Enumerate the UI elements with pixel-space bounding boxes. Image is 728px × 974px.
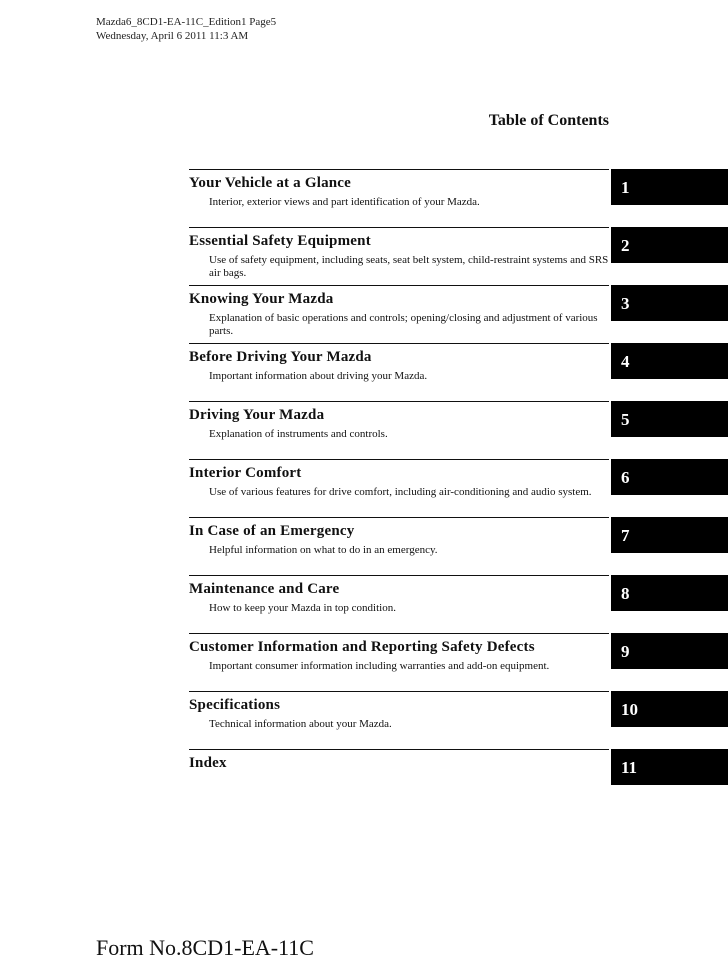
toc-entry-description: Important consumer information including warranties and add-on equipment. — [209, 660, 550, 672]
toc-entry-description: How to keep your Mazda in top condition. — [209, 602, 396, 614]
toc-entry-5[interactable] — [189, 401, 728, 459]
chapter-tab-2[interactable]: 2 — [611, 227, 728, 263]
toc-entry-9[interactable] — [189, 633, 728, 691]
divider — [189, 401, 609, 402]
divider — [189, 575, 609, 576]
toc-entry-description: Technical information about your Mazda. — [209, 718, 392, 730]
divider — [189, 691, 609, 692]
toc-entry-title: Essential Safety Equipment — [189, 233, 371, 249]
toc-entry-2[interactable] — [189, 227, 728, 285]
toc-entry-title: Specifications — [189, 697, 281, 713]
chapter-tab-4[interactable]: 4 — [611, 343, 728, 379]
toc-entry-description: Important information about driving your Mazda. — [209, 370, 428, 382]
toc-entry-title: Knowing Your Mazda — [189, 291, 334, 307]
chapter-tab-3[interactable]: 3 — [611, 285, 728, 321]
toc-entry-title: Customer Information and Reporting Safety Defects — [189, 639, 535, 655]
toc-entry-title: Before Driving Your Mazda — [189, 349, 372, 365]
chapter-tab-8[interactable]: 8 — [611, 575, 728, 611]
toc-entry-title: Maintenance and Care — [189, 581, 340, 597]
toc-entry-description: Use of safety equipment, including seats, seat belt system, child-restraint systems and SRS air bags. — [209, 254, 609, 279]
divider — [189, 749, 609, 750]
toc-entry-description: Interior, exterior views and part identification of your Mazda. — [209, 196, 480, 208]
file-name-line: Mazda6_8CD1-EA-11C_Edition1 Page5 — [96, 16, 277, 28]
toc-entry-title: In Case of an Emergency — [189, 523, 355, 539]
divider — [189, 343, 609, 344]
divider — [189, 633, 609, 634]
toc-entry-title: Interior Comfort — [189, 465, 302, 481]
form-number: Form No.8CD1-EA-11C — [96, 935, 314, 960]
divider — [189, 517, 609, 518]
chapter-tab-11[interactable]: 11 — [611, 749, 728, 785]
divider — [189, 169, 609, 170]
toc-entry-description: Use of various features for drive comfort, including air-conditioning and audio system. — [209, 486, 592, 498]
chapter-tab-10[interactable]: 10 — [611, 691, 728, 727]
chapter-tab-1[interactable]: 1 — [611, 169, 728, 205]
page-title: Table of Contents — [488, 112, 609, 129]
divider — [189, 227, 609, 228]
divider — [189, 285, 609, 286]
divider — [189, 459, 609, 460]
print-date-line: Wednesday, April 6 2011 11:3 AM — [96, 30, 249, 42]
toc-entry-description: Explanation of instruments and controls. — [209, 428, 388, 440]
toc-entry-title: Your Vehicle at a Glance — [189, 175, 352, 191]
table-of-contents — [189, 169, 728, 807]
toc-entry-6[interactable] — [189, 459, 728, 517]
toc-entry-title: Index — [189, 755, 227, 771]
toc-entry-10[interactable] — [189, 691, 728, 749]
toc-entry-11[interactable] — [189, 749, 728, 807]
toc-entry-description: Explanation of basic operations and controls; opening/closing and adjustment of various parts. — [209, 312, 598, 337]
chapter-tab-5[interactable]: 5 — [611, 401, 728, 437]
toc-entry-3[interactable] — [189, 285, 728, 343]
print-header — [96, 15, 276, 43]
toc-entry-8[interactable] — [189, 575, 728, 633]
toc-entry-7[interactable] — [189, 517, 728, 575]
chapter-tab-9[interactable]: 9 — [611, 633, 728, 669]
toc-entry-4[interactable] — [189, 343, 728, 401]
toc-entry-1[interactable] — [189, 169, 728, 227]
chapter-tab-7[interactable]: 7 — [611, 517, 728, 553]
toc-entry-description: Helpful information on what to do in an emergency. — [209, 544, 438, 556]
chapter-tab-6[interactable]: 6 — [611, 459, 728, 495]
toc-entry-title: Driving Your Mazda — [189, 407, 325, 423]
